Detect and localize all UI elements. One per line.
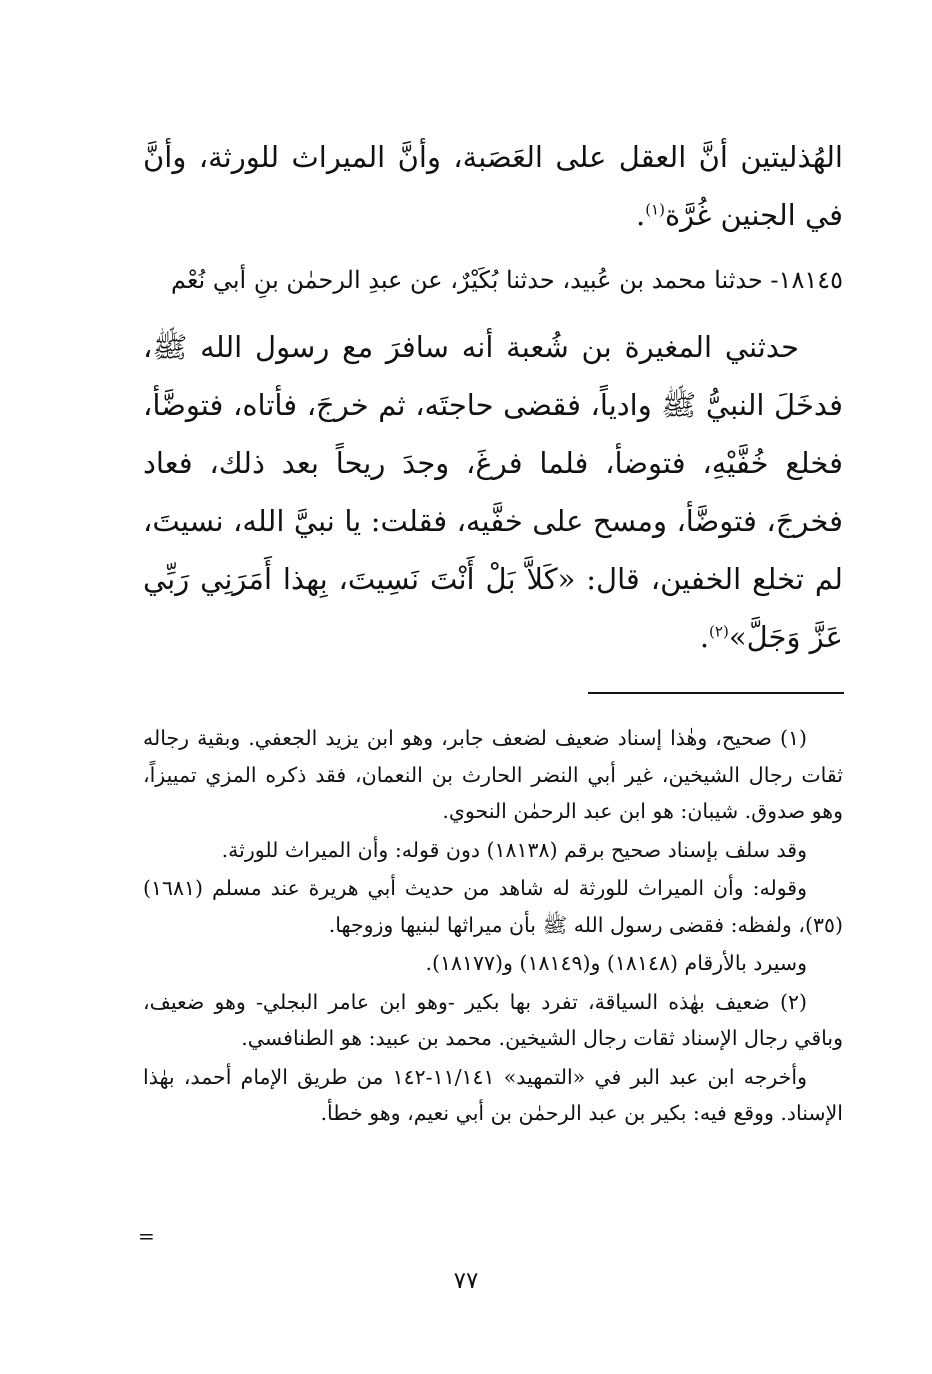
continuation-mark: = bbox=[138, 1224, 155, 1248]
footnote-ref-2: (٢) bbox=[709, 622, 729, 641]
main-text bbox=[143, 128, 843, 666]
footnote-1: (١) صحيح، وهٰذا إسناد ضعيف لضعف جابر، وهو ابن يزيد الجعفي. وبقية رجاله ثقات رجال الشيخين، غير أبي النضر الحارث بن النعمان، فقد ذكره المزي تمييزاً، وهو صدوق. شيبان: هو ابن عبد الرحمٰن النحوي. bbox=[143, 726, 843, 823]
footnote-1-witness: وقوله: وأن الميراث للورثة له شاهد من حديث أبي هريرة عند مسلم (١٦٨١) (٣٥)، ولفظه: فقضى رسول الله ﷺ بأن ميراثها لبنيها وزوجها. bbox=[143, 876, 843, 937]
footnote-divider bbox=[588, 692, 844, 694]
footnote-2: (٢) ضعيف بهٰذه السياقة، تفرد بها بكير -وهو ابن عامر البجلي- وهو ضعيف، وباقي رجال الإسناد ثقات رجال الشيخين. محمد بن عبيد: هو الطنافسي. bbox=[143, 989, 843, 1050]
footnote-ref-1: (١) bbox=[645, 200, 665, 219]
paragraph-continuation bbox=[143, 128, 843, 244]
hadith-chain: ١٨١٤٥- حدثنا محمد بن عُبيد، حدثنا بُكَيْرٌ، عن عبدِ الرحمٰن بنِ أبي نُعْم bbox=[170, 266, 843, 294]
paragraph-text: الهُذليتين أنَّ العقل على العَصَبة، وأنَّ الميراث للورثة، وأنَّ في الجنين غُرَّة bbox=[143, 140, 843, 232]
footnote-1-see-also: وسيرد بالأرقام (١٨١٤٨) و(١٨١٤٩) و(١٨١٧٧). bbox=[425, 951, 807, 975]
hadith-body: حدثني المغيرة بن شُعبة أنه سافرَ مع رسول الله ﷺ، فدخَلَ النبيُّ ﷺ وادياً، فقضى حاجتَه، ثم خرجَ، فأتاه، فتوضَّأ، فخلع خُفَّيْهِ، فتوضأ، فلما فرغَ، وجدَ ريحاً بعد ذلك، فعاد فخرجَ، فتوضَّأ، ومسح على خفَّيه، فقلت: يا نبيَّ الله، نسيتَ، لم تخلع الخفين، قال: «كَلاَّ بَلْ أَنْتَ نَسِيتَ، بِهذا أَمَرَنِي رَبِّي عَزَّ وَجَلَّ» bbox=[143, 330, 843, 654]
page-number: ٧٧ bbox=[453, 1268, 479, 1294]
paragraph-end: . bbox=[699, 620, 710, 654]
paragraph-end: . bbox=[635, 198, 646, 232]
footnotes bbox=[143, 720, 843, 1132]
hadith-text bbox=[143, 318, 843, 666]
footnote-1-cross-ref: وقد سلف بإسناد صحيح برقم (١٨١٣٨) دون قوله: وأن الميراث للورثة. bbox=[221, 837, 807, 862]
footnote-2-source: وأخرجه ابن عبد البر في «التمهيد» ١١/١٤١-١٤٢ من طريق الإمام أحمد، بهٰذا الإسناد. ووقع فيه: بكير بن عبد الرحمٰن بن أبي نعيم، وهو خطأ. bbox=[143, 1064, 843, 1125]
